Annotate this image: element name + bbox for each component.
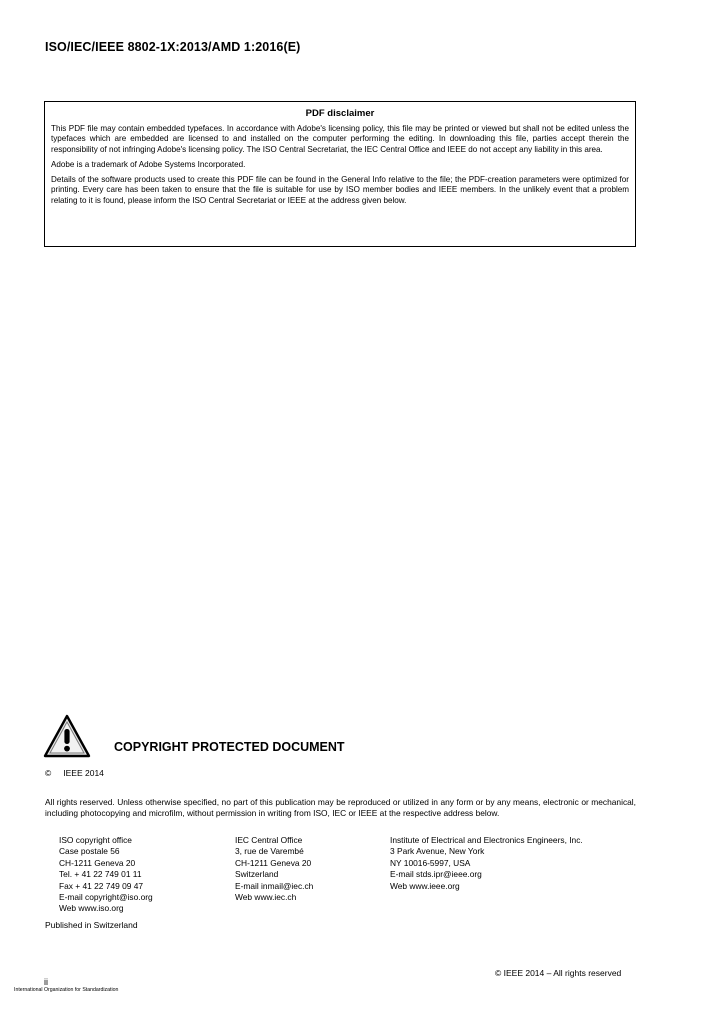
iec-address-line: CH-1211 Geneva 20 xyxy=(235,857,312,868)
iso-contact-block xyxy=(59,835,153,915)
iso-web: Web www.iso.org xyxy=(59,903,124,914)
copyright-line xyxy=(45,768,104,778)
iec-email: E-mail inmail@iec.ch xyxy=(235,880,314,891)
iso-address-line: CH-1211 Geneva 20 xyxy=(59,857,136,868)
iec-address-line: 3, rue de Varembé xyxy=(235,846,304,857)
ieee-web: Web www.ieee.org xyxy=(390,880,460,891)
disclaimer-paragraph-licensing: This PDF file may contain embedded typefaces. In accordance with Adobe's licensing policy, this file may be printed or viewed but shall not be edited unless the typefaces which are embedded are licensed to and installed on the computer performing the editing. In downloading this file, parties accept therein the responsibility of not infringing Adobe's licensing policy. The ISO Central Secretariat, the IEC Central Office and IEEE do not accept any liability in this area. xyxy=(51,124,629,154)
iec-web: Web www.iec.ch xyxy=(235,891,297,902)
ieee-contact-block xyxy=(390,835,583,892)
copyright-title: COPYRIGHT PROTECTED DOCUMENT xyxy=(114,740,345,754)
ieee-office-name: Institute of Electrical and Electronics Engineers, Inc. xyxy=(390,835,583,845)
ieee-address-line: NY 10016-5997, USA xyxy=(390,857,471,868)
footer-copyright: © IEEE 2014 – All rights reserved xyxy=(495,968,622,978)
disclaimer-paragraph-details: Details of the software products used to create this PDF file can be found in the General Info relative to the file; the PDF-creation parameters were optimized for printing. Every care has been taken to ensure that the file is suitable for use by ISO member bodies and IEEE members. In the unlikely event that a problem relating to it is found, please inform the ISO Central Secretariat or IEEE at the address given below. xyxy=(51,175,629,205)
ieee-address-line: 3 Park Avenue, New York xyxy=(390,846,485,857)
disclaimer-title: PDF disclaimer xyxy=(305,108,375,119)
iec-contact-block xyxy=(235,835,313,903)
iso-office-name: ISO copyright office xyxy=(59,835,132,845)
pdf-disclaimer-box xyxy=(44,101,636,247)
iso-phone: Tel. + 41 22 749 01 11 xyxy=(59,869,142,880)
iso-email: E-mail copyright@iso.org xyxy=(59,891,153,902)
iso-address-line: Case postale 56 xyxy=(59,846,120,857)
ieee-email: E-mail stds.ipr@ieee.org xyxy=(390,869,482,880)
disclaimer-paragraph-trademark: Adobe is a trademark of Adobe Systems Incorporated. xyxy=(51,159,246,169)
iso-fax: Fax + 41 22 749 09 47 xyxy=(59,880,144,891)
page-number: ii xyxy=(44,977,48,987)
warning-triangle-icon xyxy=(42,713,92,759)
document-id-header: ISO/IEC/IEEE 8802-1X:2013/AMD 1:2016(E) xyxy=(45,40,301,54)
published-location: Published in Switzerland xyxy=(45,920,138,930)
footer-organization: International Organization for Standardization xyxy=(14,987,119,993)
copyright-symbol: © xyxy=(45,768,52,778)
iec-country: Switzerland xyxy=(235,869,279,880)
iec-office-name: IEC Central Office xyxy=(235,835,303,845)
copyright-holder: IEEE 2014 xyxy=(63,768,104,778)
rights-statement: All rights reserved. Unless otherwise specified, no part of this publication may be reproduced or utilized in any form or by any means, electronic or mechanical, including photocopying and microfilm, without permission in writing from ISO, IEC or IEEE at the respective address below. xyxy=(45,797,636,819)
